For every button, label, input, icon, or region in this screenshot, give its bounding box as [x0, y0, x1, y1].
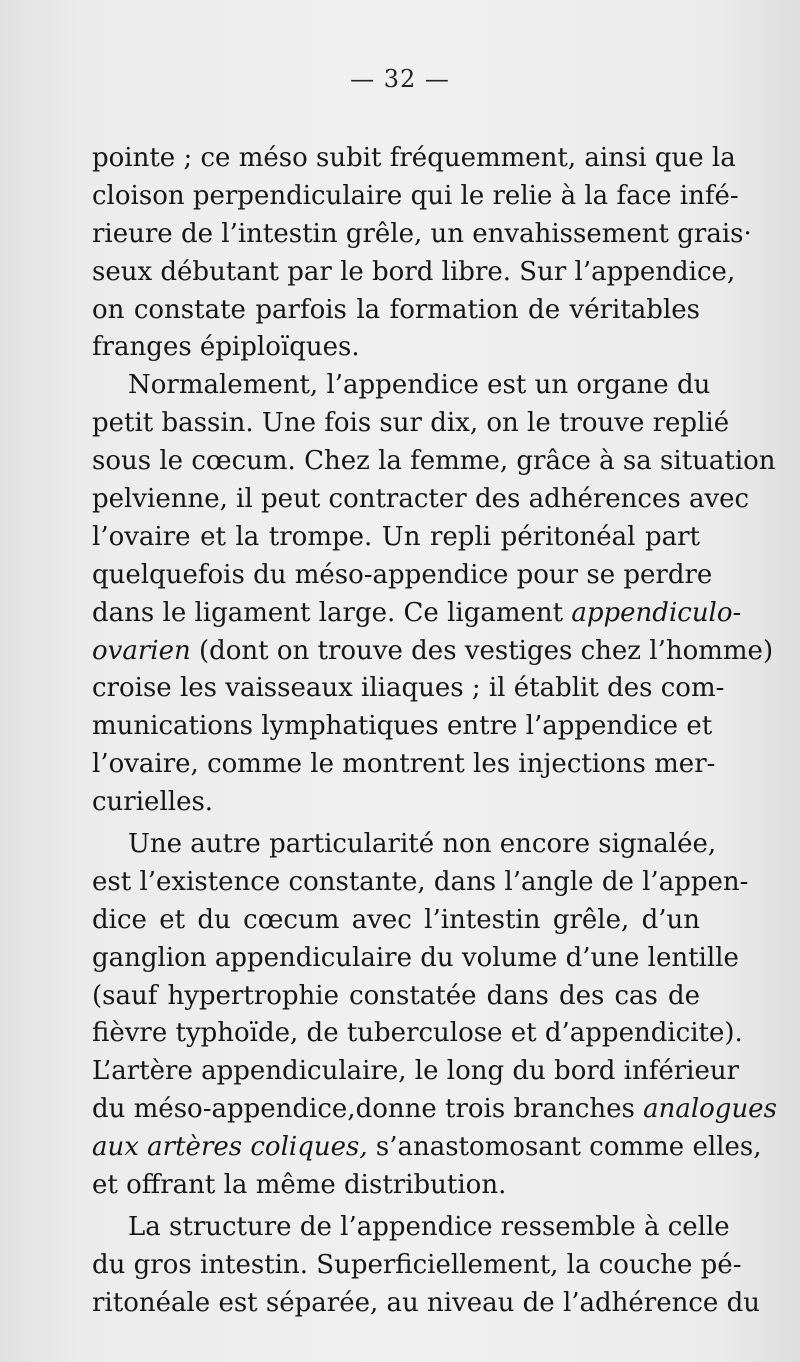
text-line: curielles. — [92, 787, 214, 818]
text-line: on constate parfois la formation de véritables — [92, 294, 700, 325]
italic-term: analogues — [643, 1094, 777, 1125]
text-line: rieure de l’intestin grêle, un envahissement grais· — [92, 218, 752, 249]
text-line: croise les vaisseaux iliaques ; il établit des com- — [92, 673, 725, 704]
text-line: dans le ligament large. Ce ligament appendiculo- — [92, 597, 742, 628]
text-line: ganglion appendiculaire du volume d’une lentille — [92, 942, 739, 973]
text-line: fièvre typhoïde, de tuberculose et d’appendicite). — [92, 1018, 743, 1049]
text-line: cloison perpendiculaire qui le relie à la face infé- — [92, 180, 739, 211]
text-line: seux débutant par le bord libre. Sur l’appendice, — [92, 256, 736, 287]
text-line: munications lymphatiques entre l’appendice et — [92, 711, 713, 742]
paragraph-start-line: La structure de l’appendice ressemble à celle — [128, 1211, 730, 1242]
text-line: L’artère appendiculaire, le long du bord inférieur — [92, 1056, 740, 1087]
text-line: et offrant la même distribution. — [92, 1170, 507, 1201]
text-line: pointe ; ce méso subit fréquemment, ainsi que la — [92, 143, 736, 173]
paragraph-start-line: Une autre particularité non encore signalée, — [128, 829, 717, 860]
italic-term: aux artères coliques, — [92, 1132, 368, 1163]
text-line: franges épiploïques. — [92, 332, 360, 363]
italic-term: ovarien — [92, 635, 191, 666]
text-line: pelvienne, il peut contracter des adhérences avec — [92, 484, 750, 515]
body-text — [92, 140, 777, 1323]
italic-term: appendiculo- — [571, 597, 742, 628]
text-line: du méso-appendice,donne trois branches analogues — [92, 1094, 777, 1125]
text-line: est l’existence constante, dans l’angle de l’appen- — [92, 866, 749, 897]
text-line: petit bassin. Une fois sur dix, on le trouve replié — [92, 408, 730, 439]
text-line: sous le cœcum. Chez la femme, grâce à sa situation — [92, 446, 776, 477]
text-line: dice et du cœcum avec l’intestin grêle, d’un — [92, 904, 700, 935]
text-line: aux artères coliques, s’anastomosant comme elles, — [92, 1132, 762, 1163]
text-line: l’ovaire et la trompe. Un repli péritonéal part — [92, 521, 700, 552]
text-line: du gros intestin. Superficiellement, la couche pé- — [92, 1249, 742, 1280]
page-number: — 32 — — [350, 65, 450, 93]
paragraph-start-line: Normalement, l’appendice est un organe du — [128, 370, 711, 401]
text-line: l’ovaire, comme le montrent les injections mer- — [92, 749, 716, 780]
text-line: (sauf hypertrophie constatée dans des cas de — [92, 980, 700, 1011]
text-line: quelquefois du méso-appendice pour se perdre — [92, 559, 713, 590]
text-line: ritonéale est séparée, au niveau de l’adhérence du — [92, 1287, 760, 1318]
text-line: ovarien (dont on trouve des vestiges chez l’homme) — [92, 635, 774, 666]
